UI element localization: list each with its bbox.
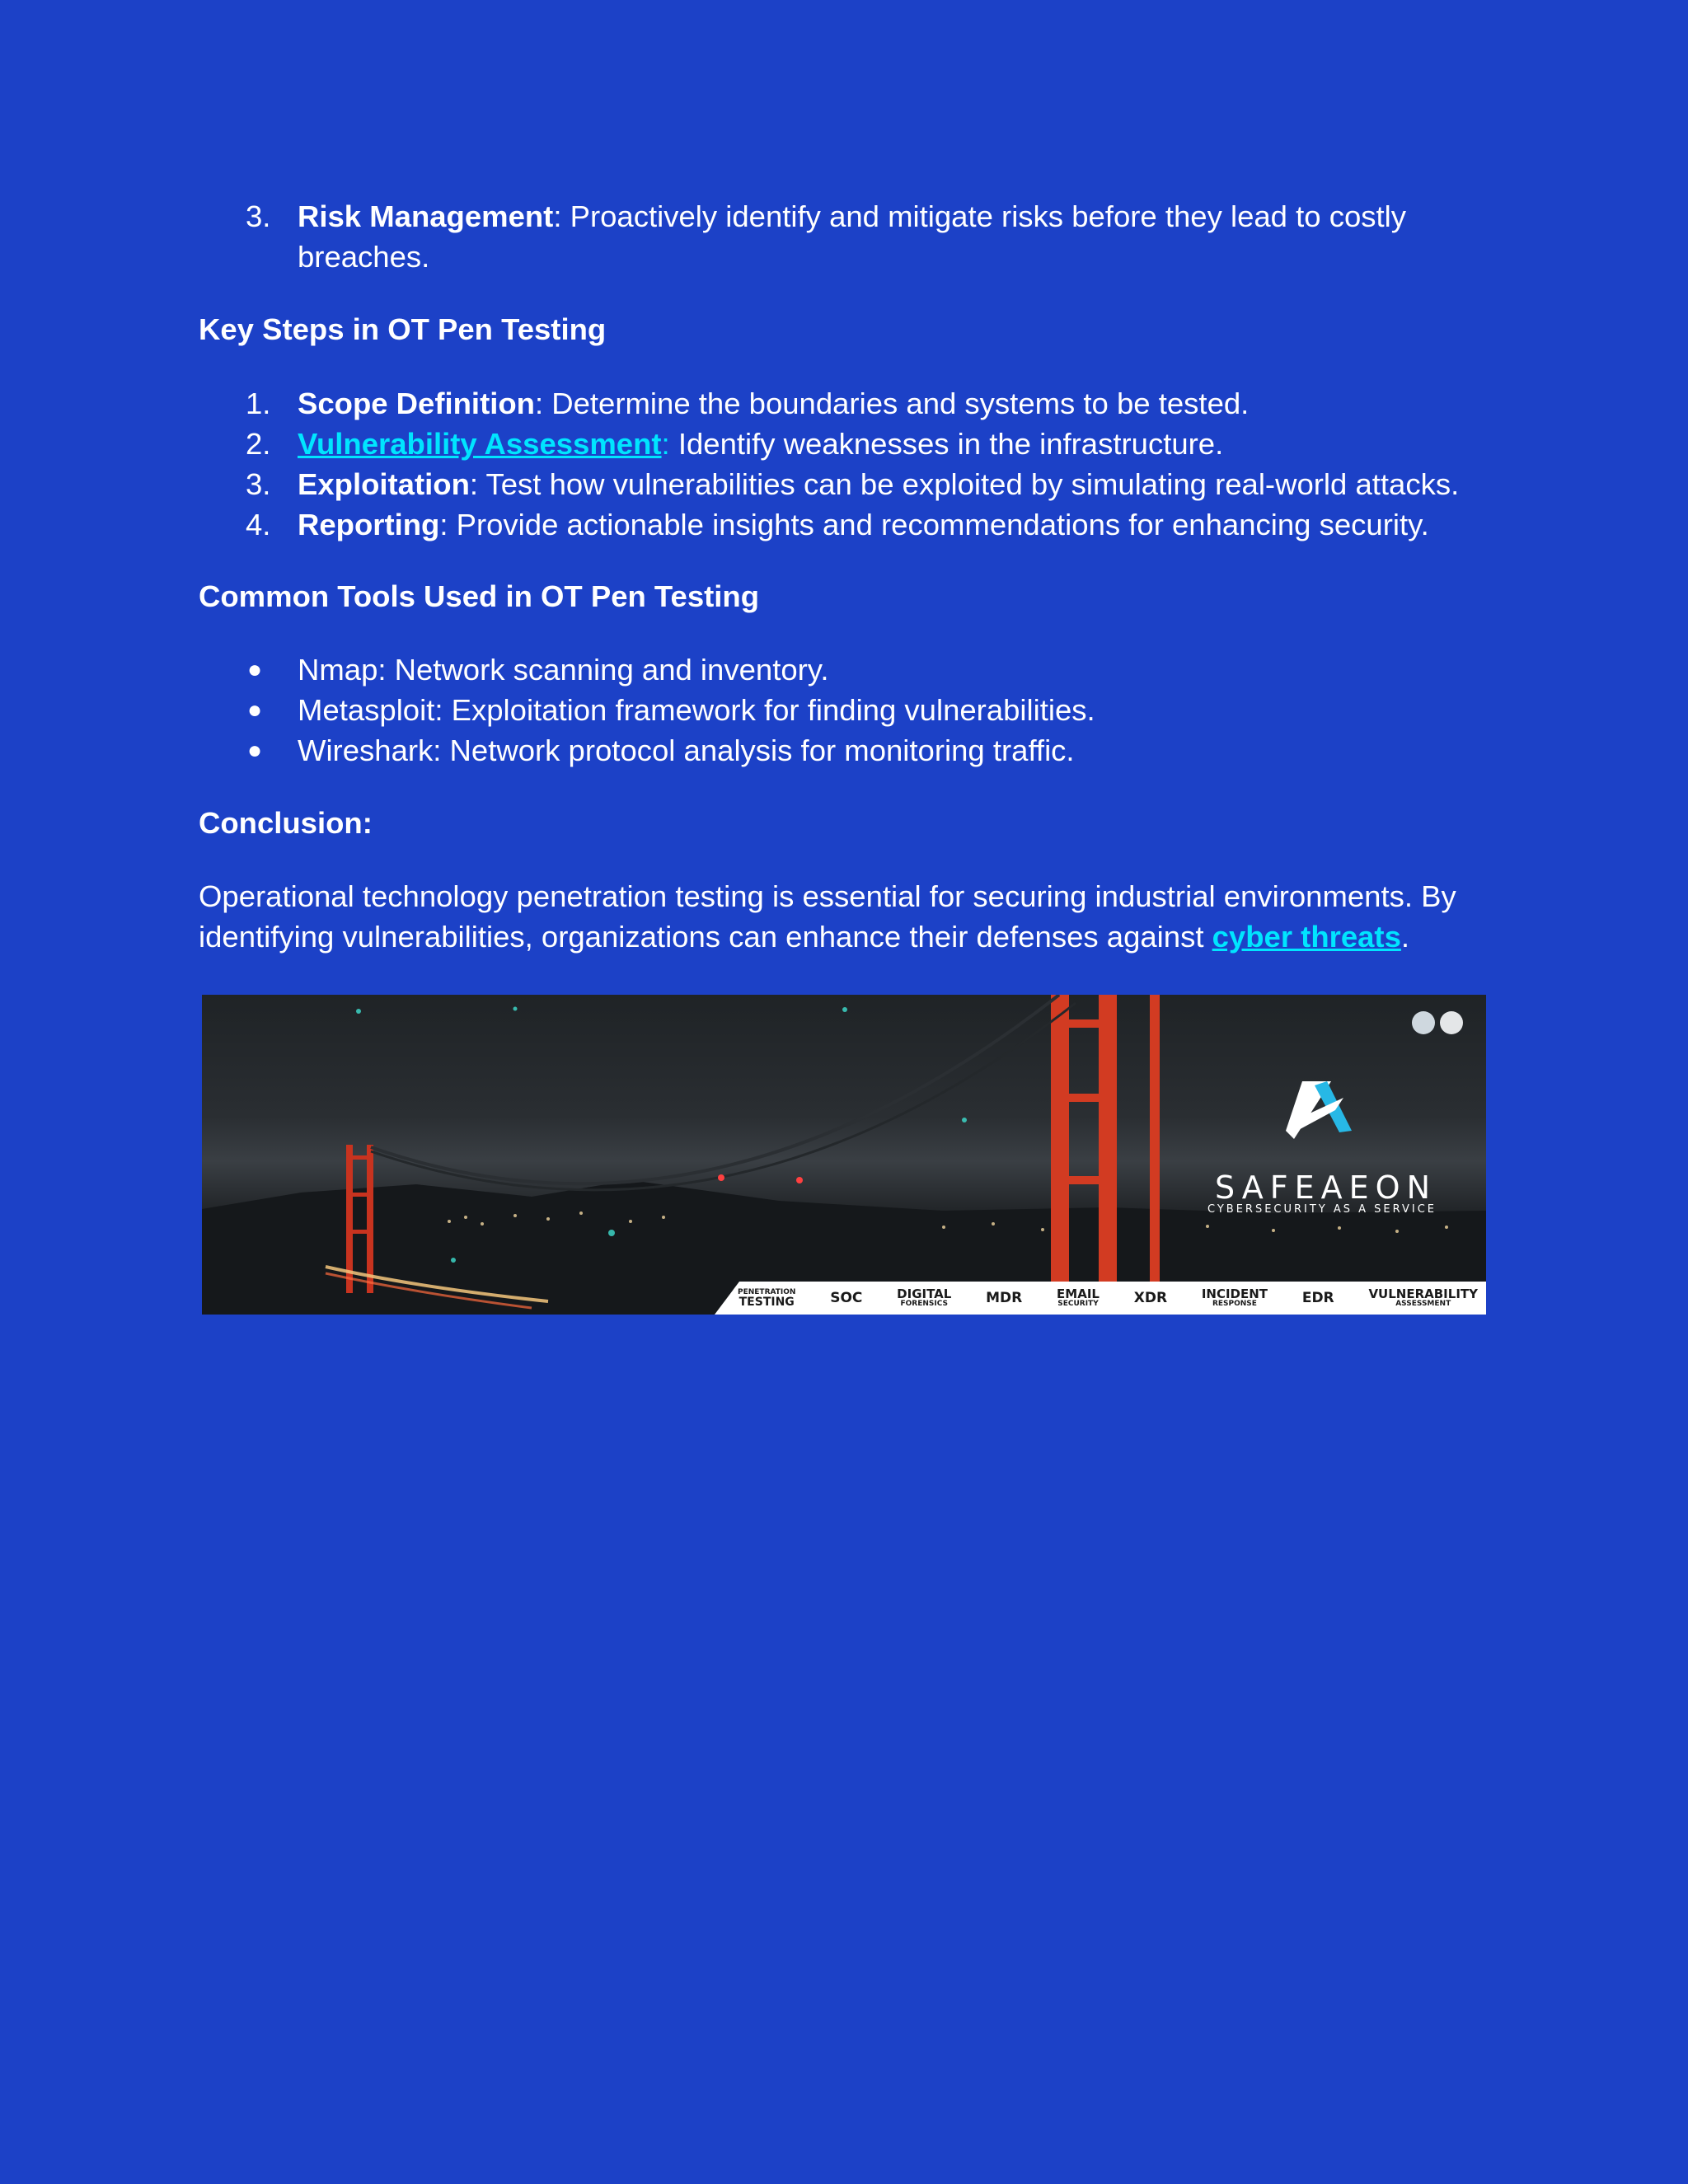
service-label: VULNERABILITY ASSESSMENT <box>1368 1286 1478 1308</box>
item-text: Nmap: Network scanning and inventory. <box>298 653 829 687</box>
certification-badge-icon <box>1412 1011 1435 1034</box>
conclusion-paragraph <box>199 876 1501 957</box>
list-number: 1. <box>246 387 271 420</box>
item-text: Wireshark: Network protocol analysis for monitoring traffic. <box>298 733 1075 767</box>
list-number: 4. <box>246 508 271 541</box>
list-number: 3. <box>246 467 271 501</box>
brand-wordmark: SAFEAEON <box>1214 1169 1437 1206</box>
item-text-continued: breaches. <box>298 240 430 274</box>
service-label: EMAIL SECURITY <box>1057 1286 1100 1308</box>
tools-list <box>199 649 1095 771</box>
list-item <box>199 424 1459 464</box>
service-label: INCIDENT RESPONSE <box>1201 1286 1268 1308</box>
list-item <box>199 383 1459 424</box>
section-heading-key-steps: Key Steps in OT Pen Testing <box>199 312 607 346</box>
list-item <box>199 464 1459 504</box>
safeaeon-banner-image[interactable] <box>202 995 1486 1315</box>
item-text: : Proactively identify and mitigate risks before they lead to costly <box>553 199 1406 233</box>
item-text: Metasploit: Exploitation framework for finding vulnerabilities. <box>298 693 1095 727</box>
service-label: DIGITAL FORENSICS <box>897 1286 952 1308</box>
list-item <box>199 504 1459 545</box>
item-text: Identify weaknesses in the infrastructure. <box>669 427 1224 461</box>
service-label: PENETRATION TESTING <box>738 1287 796 1309</box>
services-bar <box>202 1282 1486 1315</box>
benefits-list <box>199 196 1406 277</box>
item-text: : Determine the boundaries and systems to be tested. <box>534 387 1250 420</box>
list-item <box>199 649 1095 690</box>
section-heading-tools: Common Tools Used in OT Pen Testing <box>199 579 760 613</box>
item-term: Risk Management <box>298 199 554 233</box>
golden-gate-bridge-illustration <box>202 995 1486 1315</box>
item-text: : Provide actionable insights and recommendations for enhancing security. <box>439 508 1429 541</box>
item-term: Scope Definition <box>298 387 535 420</box>
item-term: Reporting <box>298 508 440 541</box>
paragraph-text: . <box>1400 920 1410 954</box>
service-label: XDR <box>1133 1289 1168 1306</box>
item-text: : Test how vulnerabilities can be exploited by simulating real-world attacks. <box>469 467 1460 501</box>
certification-badge-icon <box>1440 1011 1463 1034</box>
paragraph-text: Operational technology penetration testing is essential for securing industrial environments. By <box>199 879 1456 913</box>
vulnerability-assessment-link[interactable]: Vulnerability Assessment <box>298 427 662 461</box>
bullet-icon: ● <box>247 656 263 683</box>
list-item <box>199 690 1095 730</box>
list-number: 3. <box>246 199 271 233</box>
bullet-icon: ● <box>247 696 263 724</box>
paragraph-text: identifying vulnerabilities, organizations can enhance their defenses against <box>199 920 1212 954</box>
link-colon: : <box>661 427 670 461</box>
service-label: SOC <box>830 1289 863 1306</box>
list-number: 2. <box>246 427 271 461</box>
key-steps-list <box>199 383 1459 545</box>
item-term: Exploitation <box>298 467 470 501</box>
list-item <box>199 730 1095 771</box>
service-label: MDR <box>986 1289 1023 1306</box>
cyber-threats-link[interactable]: cyber threats <box>1212 920 1401 954</box>
bullet-icon: ● <box>247 737 263 764</box>
brand-tagline: CYBERSECURITY AS A SERVICE <box>1207 1203 1437 1216</box>
safeaeon-logo-icon <box>1286 1081 1352 1139</box>
list-item <box>199 196 1406 277</box>
service-label: EDR <box>1301 1289 1334 1306</box>
section-heading-conclusion: Conclusion: <box>199 806 373 840</box>
